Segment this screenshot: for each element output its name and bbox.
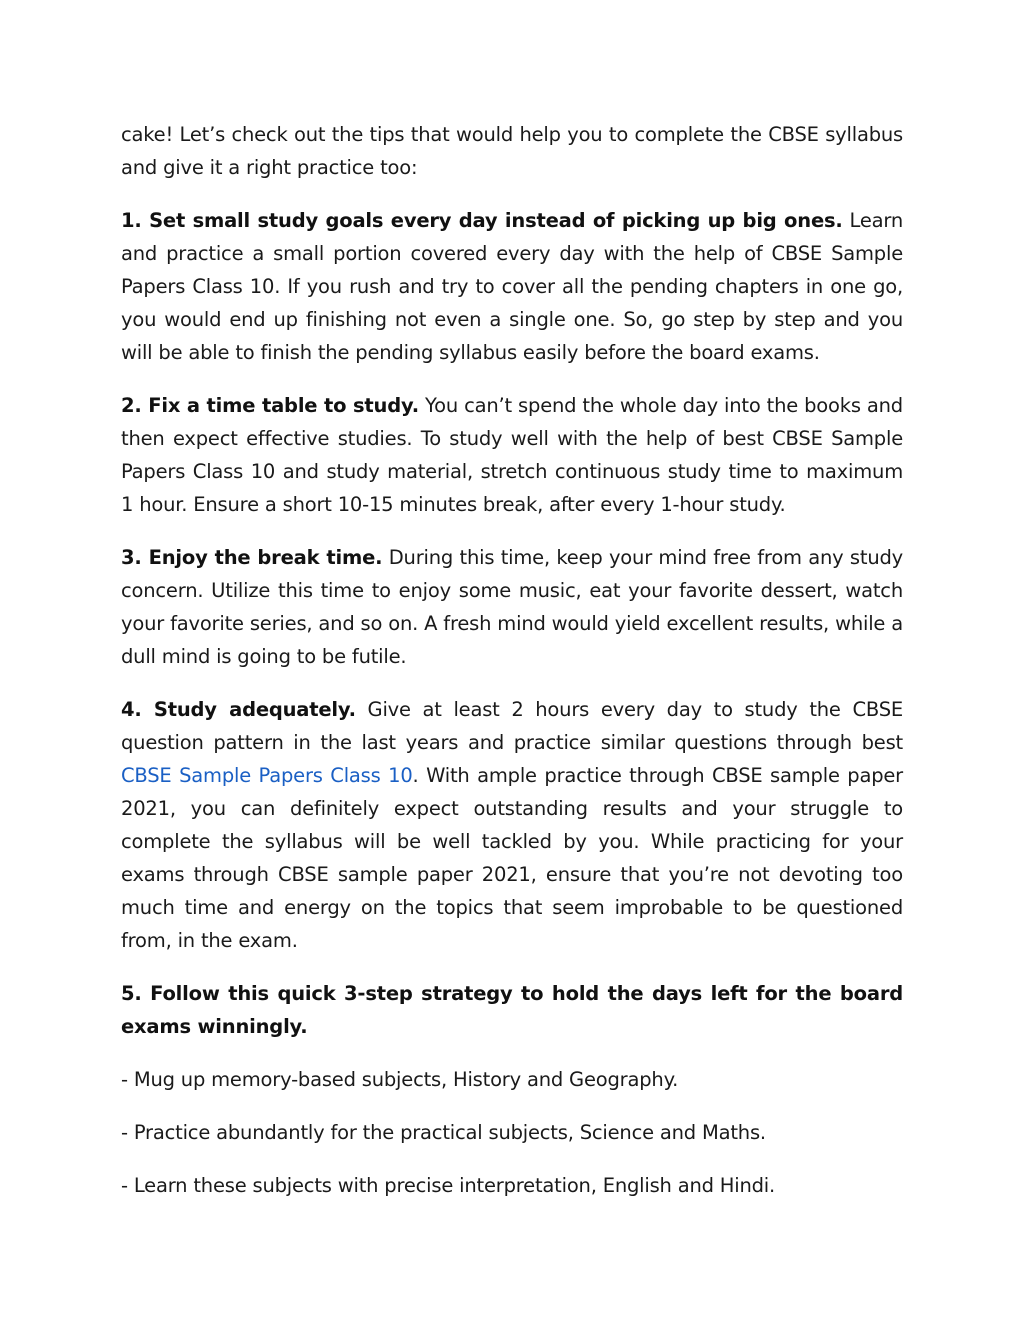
- cbse-sample-papers-link[interactable]: CBSE Sample Papers Class 10: [121, 764, 413, 787]
- tip-3-heading: 3. Enjoy the break time.: [121, 546, 383, 569]
- tip-4-body-after-link: . With ample practice through CBSE sample paper 2021, you can definitely expect outstanding results and your struggle to complete the syllabus will be well tackled by you. While practicing for your exams through CBSE sample paper 2021, ensure that you’re not devoting too much time and energy on the topics that seem improbable to be questioned from, in the exam.: [121, 764, 903, 952]
- step-item: - Practice abundantly for the practical subjects, Science and Maths.: [121, 1121, 766, 1144]
- intro-paragraph: cake! Let’s check out the tips that would help you to complete the CBSE syllabus and give it a right practice too:: [121, 123, 903, 179]
- tip-1-body: Learn and practice a small portion covered every day with the help of CBSE Sample Papers Class 10. If you rush and try to cover all the pending chapters in one go, you would end up finishing not even a single one. So, go step by step and you will be able to finish the pending syllabus easily before the board exams.: [121, 209, 904, 364]
- tip-4-body-before-link: Give at least 2 hours every day to study the CBSE question pattern in the last years and practice similar questions through best: [121, 698, 904, 754]
- tip-1-paragraph: [121, 204, 903, 369]
- tip-1-heading: 1. Set small study goals every day instead of picking up big ones.: [121, 209, 843, 232]
- step-item: - Mug up memory-based subjects, History and Geography.: [121, 1068, 679, 1091]
- tip-5-heading: 5. Follow this quick 3-step strategy to hold the days left for the board exams winningly.: [121, 982, 903, 1038]
- tip-2-heading: 2. Fix a time table to study.: [121, 394, 419, 417]
- tip-5-paragraph: [121, 977, 903, 1043]
- tip-3-body: During this time, keep your mind free from any study concern. Utilize this time to enjoy some music, eat your favorite dessert, watch your favorite series, and so on. A fresh mind would yield excellent results, while a dull mind is going to be futile.: [121, 546, 904, 668]
- tip-4-heading: 4. Study adequately.: [121, 698, 356, 721]
- tip-2-paragraph: [121, 389, 903, 521]
- document-page: [121, 118, 903, 1222]
- tip-4-paragraph: [121, 693, 903, 957]
- step-item: - Learn these subjects with precise interpretation, English and Hindi.: [121, 1174, 776, 1197]
- tip-2-body: You can’t spend the whole day into the books and then expect effective studies. To study well with the help of best CBSE Sample Papers Class 10 and study material, stretch continuous study time to maximum 1 hour. Ensure a short 10-15 minutes break, after every 1-hour study.: [121, 394, 903, 516]
- tip-3-paragraph: [121, 541, 903, 673]
